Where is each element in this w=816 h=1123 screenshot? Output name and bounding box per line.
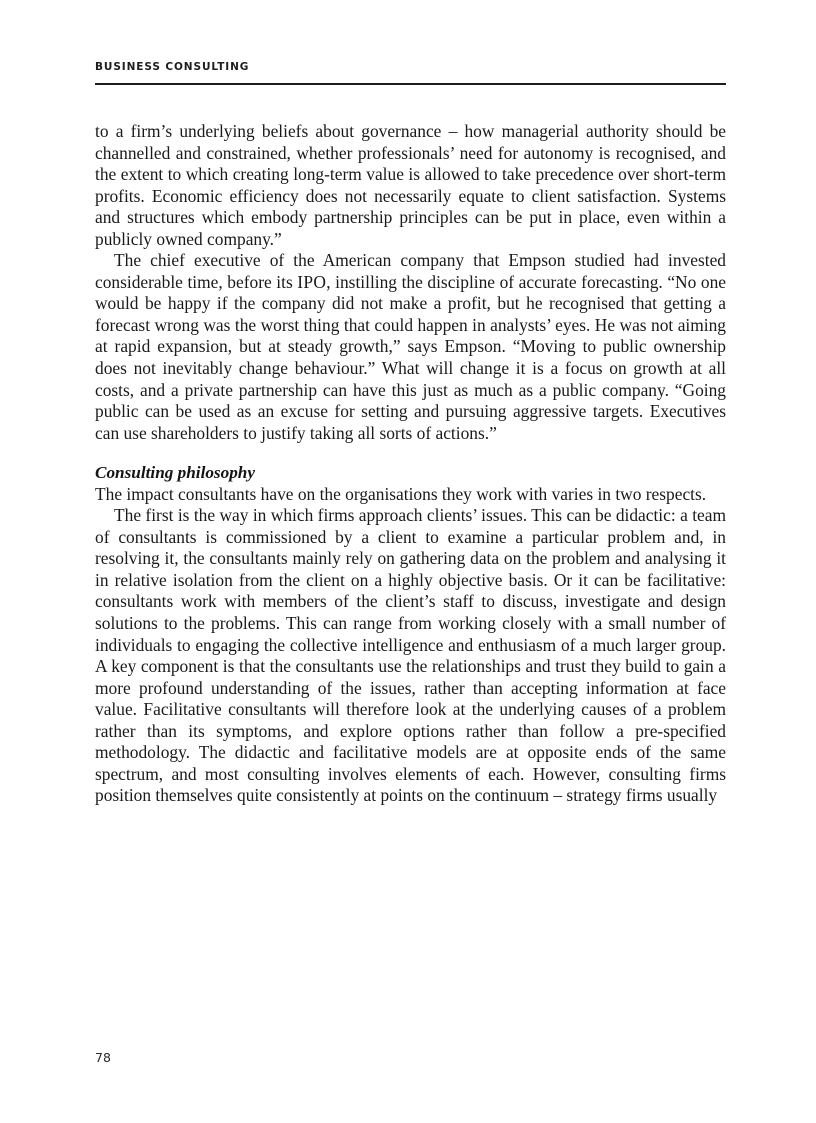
running-head-label: BUSINESS CONSULTING bbox=[95, 61, 250, 73]
smallcaps-ipo: IPO bbox=[297, 271, 327, 292]
paragraph-governance: to a firm’s underlying beliefs about governance – how managerial authority should be channelled and constrained, whether professionals’ need for autonomy is recognised, and the extent to which creating long-term value is allowed to take precedence over short-term profits. Economic efficiency does not necessarily equate to client satisfaction. Systems and structures which embody partnership principles can be put in place, even within a publicly owned company.” bbox=[95, 121, 726, 249]
page-number: 78 bbox=[95, 1050, 111, 1065]
paragraph-empson bbox=[95, 250, 726, 444]
paragraph-impact: The impact consultants have on the organisations they work with varies in two respects. bbox=[95, 483, 707, 504]
header-rule-divider bbox=[95, 83, 726, 85]
paragraph-empson-segment-1: The chief executive of the American company that Empson studied had invested considerable time, before its bbox=[95, 250, 726, 292]
folio bbox=[95, 1052, 111, 1065]
body-text-column bbox=[95, 121, 726, 807]
section-heading-consulting-philosophy: Consulting philosophy bbox=[95, 463, 255, 483]
paragraph-didactic: The first is the way in which firms approach clients’ issues. This can be didactic: a team of consultants is commissioned by a client to examine a particular problem and, in resolving it, the consultants mainly rely on gathering data on the problem and analysing it in relative isolation from the client on a highly objective basis. Or it can be facilitative: consultants work with members of the client’s staff to discuss, investigate and design solutions to the problems. This can range from working closely with a small number of individuals to engaging the collective intelligence and enthusiasm of a much larger group. A key component is that the consultants use the relationships and trust they build to gain a more profound understanding of the issues, rather than accepting information at face value. Facilitative consultants will therefore look at the underlying causes of a problem rather than its symptoms, and explore options rather than follow a pre-specified methodology. The didactic and facilitative models are at opposite ends of the same spectrum, and most consulting involves elements of each. However, consulting firms position themselves quite consistently at points on the continuum – strategy firms usually bbox=[95, 505, 726, 806]
section-spacer bbox=[95, 444, 726, 462]
paragraph-empson-segment-2: , instilling the discipline of accurate forecasting. “No one would be happy if the company did not make a profit, but he recognised that getting a forecast wrong was the worst thing that could happen in analysts’ eyes. He was not aiming at rapid expansion, but at steady growth,” says Empson. “Moving to public ownership does not inevitably change behaviour.” What will change it is a focus on growth at all costs, and a private partnership can have this just as much as a public company. “Going public can be used as an excuse for setting and pursuing aggressive targets. Executives can use shareholders to justify taking all sorts of actions.” bbox=[95, 271, 726, 443]
running-head bbox=[95, 62, 726, 73]
